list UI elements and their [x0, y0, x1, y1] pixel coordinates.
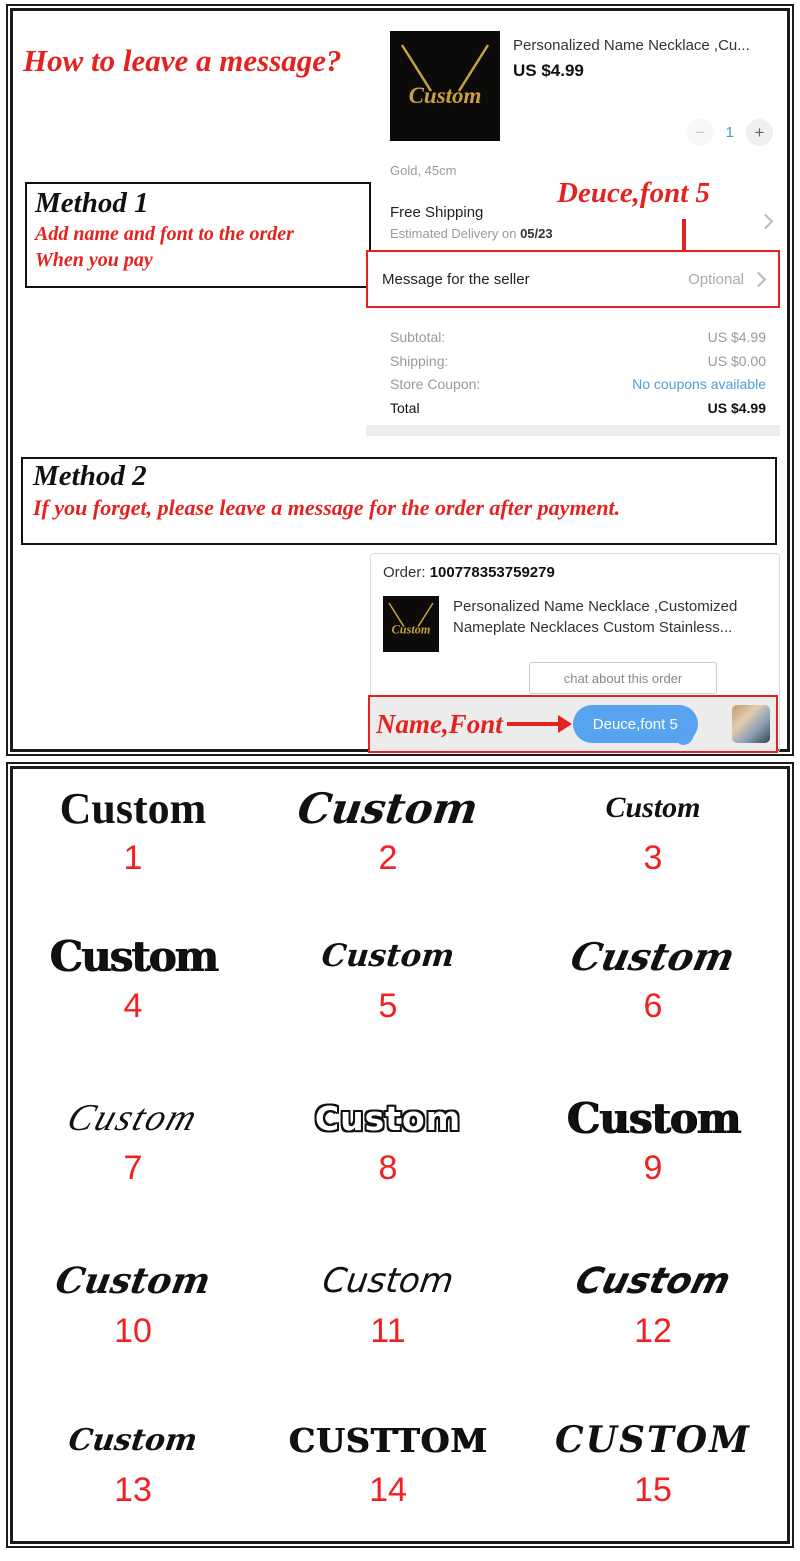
section-divider: [366, 425, 780, 436]
necklace-pendant-text: Custom: [391, 622, 431, 637]
coupon-label: Store Coupon:: [390, 376, 481, 392]
quantity-stepper: [687, 119, 773, 146]
message-placeholder: Optional: [688, 270, 744, 288]
delivery-date: 05/23: [520, 226, 553, 241]
font-sample-text: Custom: [59, 783, 207, 833]
font-sample-text: Custom: [52, 1260, 214, 1302]
method1-line1: Add name and font to the order: [35, 222, 294, 245]
font-sample-3: [533, 779, 773, 878]
font-sample-number: 12: [634, 1312, 672, 1350]
shipping-row: [390, 353, 766, 376]
variant-label: Gold, 45cm: [390, 163, 457, 178]
font-sample-text: Custom: [314, 1098, 462, 1138]
font-sample-text: CUSTOM: [554, 1419, 752, 1461]
name-font-annotation: Name,Font: [376, 708, 503, 739]
chat-bubble: Deuce,font 5: [573, 705, 698, 743]
font-sample-13: [13, 1411, 253, 1510]
font-sample-number: 1: [123, 839, 143, 877]
font-sample-text: CUSTTOM: [288, 1420, 488, 1460]
font-sample-text: Custom: [566, 1093, 740, 1143]
product-title: Personalized Name Necklace ,Cu...: [513, 37, 750, 54]
delivery-prefix: Estimated Delivery on: [390, 226, 521, 241]
top-panel: [6, 4, 794, 756]
product-image: [390, 31, 500, 141]
page-title: How to leave a message?: [23, 43, 342, 78]
chat-about-order-button[interactable]: chat about this order: [529, 662, 717, 694]
font-sample-11: [268, 1252, 508, 1351]
quantity-increase-button[interactable]: +: [746, 119, 773, 146]
font-sample-number: 10: [114, 1312, 152, 1350]
font-sample-8: [268, 1089, 508, 1188]
total-label: Total: [390, 400, 420, 416]
chat-message-strip: [368, 695, 778, 753]
font-sample-15: [533, 1411, 773, 1510]
font-sample-12: [533, 1252, 773, 1351]
chevron-right-icon[interactable]: [758, 214, 774, 230]
total-value: US $4.99: [707, 400, 766, 416]
shipping-value: US $0.00: [707, 353, 766, 369]
font-sample-number: 4: [123, 987, 143, 1025]
method2-title: Method 2: [33, 460, 147, 492]
order-product-thumbnail: [383, 596, 439, 652]
product-price: US $4.99: [513, 61, 584, 80]
buyer-avatar: [732, 705, 770, 743]
top-panel-inner: [10, 8, 790, 752]
font-sample-number: 9: [643, 1149, 663, 1187]
font-sample-10: [13, 1252, 253, 1351]
font-samples-panel: [6, 762, 794, 1548]
message-for-seller-row[interactable]: [366, 250, 780, 308]
font-sample-number: 11: [370, 1312, 406, 1350]
font-sample-number: 6: [643, 987, 663, 1025]
order-line: [383, 564, 767, 581]
total-row: [390, 400, 766, 423]
font-sample-text: Custom: [62, 1097, 204, 1139]
font-choice-annotation: Deuce,font 5: [557, 177, 711, 209]
font-sample-number: 3: [643, 839, 663, 877]
font-sample-4: [13, 927, 253, 1026]
coupon-row: [390, 376, 766, 399]
delivery-estimate: [390, 226, 553, 241]
font-sample-text: Custom: [49, 931, 217, 981]
subtotal-label: Subtotal:: [390, 329, 446, 345]
right-arrow-icon: [507, 722, 559, 726]
chevron-right-icon: [751, 271, 767, 287]
shipping-title: Free Shipping: [390, 204, 484, 221]
font-sample-text: Custom: [320, 1261, 456, 1301]
method1-line2: When you pay: [35, 248, 153, 271]
order-title-line1: Personalized Name Necklace ,Customized: [453, 598, 738, 615]
font-sample-text: Custom: [319, 938, 457, 974]
font-sample-number: 7: [123, 1149, 143, 1187]
font-samples-inner: [10, 766, 790, 1544]
font-sample-2: [268, 779, 508, 878]
font-sample-text: Custom: [571, 1260, 735, 1302]
font-sample-9: [533, 1089, 773, 1188]
font-sample-14: [268, 1411, 508, 1510]
order-product-title: [453, 596, 769, 638]
font-sample-5: [268, 927, 508, 1026]
font-sample-text: Custom: [294, 783, 482, 833]
method1-box: [25, 182, 371, 288]
subtotal-row: [390, 329, 766, 352]
method2-line: If you forget, please leave a message for the order after payment.: [33, 494, 621, 520]
font-sample-6: [533, 927, 773, 1026]
font-sample-number: 5: [378, 987, 398, 1025]
quantity-decrease-button[interactable]: −: [687, 119, 714, 146]
font-sample-number: 13: [114, 1471, 152, 1509]
necklace-pendant-text: Custom: [408, 83, 482, 108]
font-sample-1: [13, 779, 253, 878]
subtotal-value: US $4.99: [707, 329, 766, 345]
font-sample-text: Custom: [605, 791, 701, 824]
font-sample-text: Custom: [66, 1422, 200, 1458]
method2-box: [21, 457, 777, 545]
shipping-label: Shipping:: [390, 353, 449, 369]
font-sample-number: 2: [378, 839, 398, 877]
method1-title: Method 1: [35, 187, 149, 219]
message-label: Message for the seller: [382, 270, 530, 288]
coupon-link[interactable]: No coupons available: [632, 376, 766, 392]
font-sample-number: 15: [634, 1471, 672, 1509]
font-sample-text: Custom: [567, 933, 739, 979]
font-sample-number: 14: [369, 1471, 407, 1509]
order-number: 100778353759279: [429, 564, 555, 581]
font-sample-number: 8: [378, 1149, 398, 1187]
quantity-value: 1: [725, 124, 734, 141]
font-sample-7: [13, 1089, 253, 1188]
order-title-line2: Nameplate Necklaces Custom Stainless...: [453, 619, 733, 636]
order-label: Order:: [383, 564, 426, 581]
